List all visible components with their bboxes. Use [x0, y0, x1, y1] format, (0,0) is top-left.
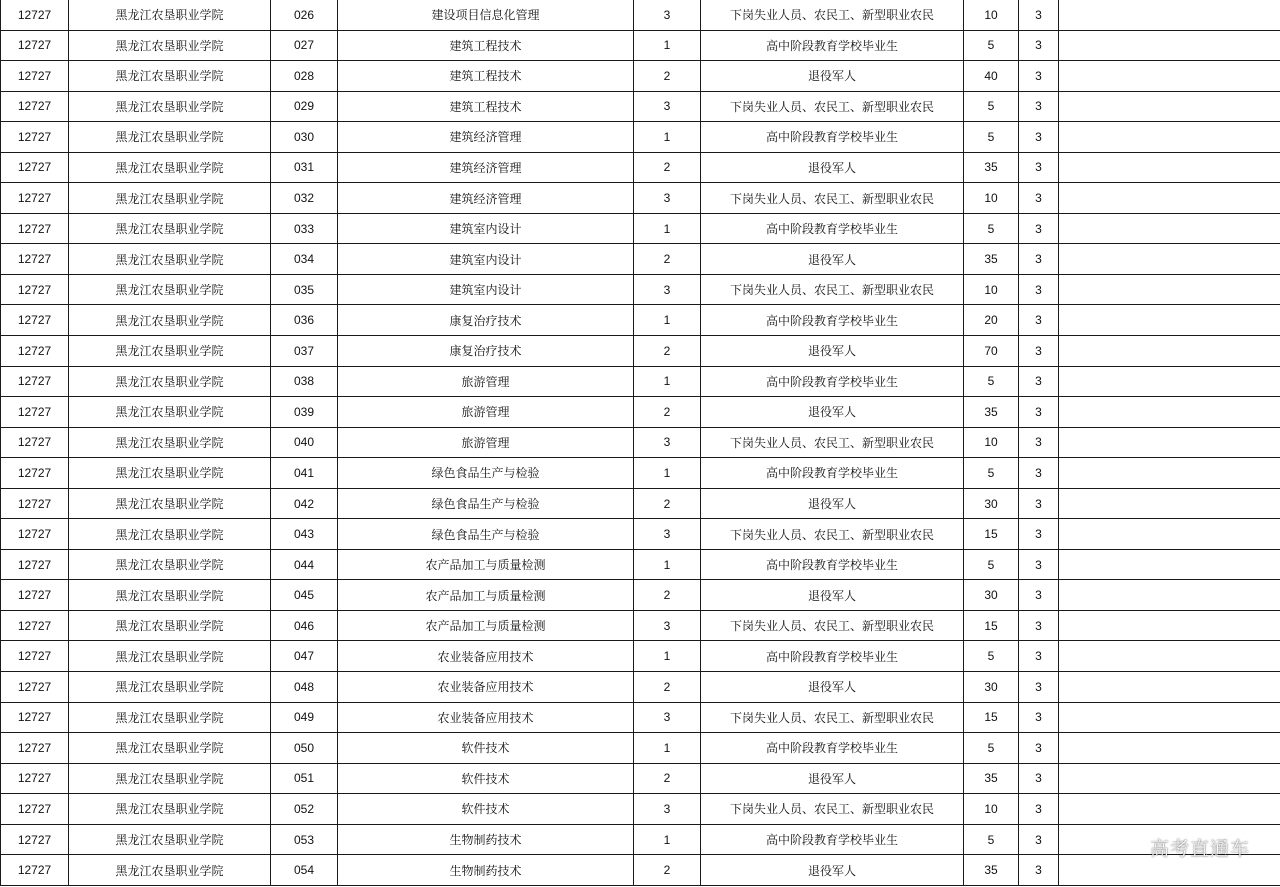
table-row: [1, 519, 1280, 550]
major-number-cell: 051: [271, 763, 338, 794]
note-cell: [1059, 763, 1280, 794]
duration-years-cell: 3: [1019, 152, 1059, 183]
major-number-cell: 040: [271, 427, 338, 458]
table-row: [1, 641, 1280, 672]
category-cell: 3: [634, 794, 701, 825]
table-row: [1, 458, 1280, 489]
school-name-cell: 黑龙江农垦职业学院: [69, 366, 271, 397]
school-code-cell: 12727: [1, 672, 69, 703]
duration-years-cell: 3: [1019, 794, 1059, 825]
major-name-cell: 建筑工程技术: [338, 61, 634, 92]
category-cell: 1: [634, 733, 701, 764]
plan-count-cell: 35: [964, 855, 1019, 886]
applicant-type-cell: 高中阶段教育学校毕业生: [701, 366, 964, 397]
plan-count-cell: 10: [964, 183, 1019, 214]
major-name-cell: 康复治疗技术: [338, 305, 634, 336]
note-cell: [1059, 61, 1280, 92]
category-cell: 3: [634, 519, 701, 550]
school-code-cell: 12727: [1, 824, 69, 855]
category-cell: 1: [634, 305, 701, 336]
school-name-cell: 黑龙江农垦职业学院: [69, 91, 271, 122]
table-row: [1, 274, 1280, 305]
table-row: [1, 336, 1280, 367]
major-number-cell: 054: [271, 855, 338, 886]
table-row: [1, 763, 1280, 794]
applicant-type-cell: 退役军人: [701, 336, 964, 367]
school-name-cell: 黑龙江农垦职业学院: [69, 397, 271, 428]
note-cell: [1059, 610, 1280, 641]
table-row: [1, 610, 1280, 641]
duration-years-cell: 3: [1019, 763, 1059, 794]
school-code-cell: 12727: [1, 427, 69, 458]
table-row: [1, 549, 1280, 580]
duration-years-cell: 3: [1019, 824, 1059, 855]
applicant-type-cell: 退役军人: [701, 244, 964, 275]
watermark-text: 高考直通车: [1149, 838, 1250, 860]
major-name-cell: 旅游管理: [338, 366, 634, 397]
major-name-cell: 农业装备应用技术: [338, 702, 634, 733]
major-name-cell: 建筑经济管理: [338, 183, 634, 214]
plan-count-cell: 30: [964, 580, 1019, 611]
applicant-type-cell: 下岗失业人员、农民工、新型职业农民: [701, 794, 964, 825]
category-cell: 2: [634, 488, 701, 519]
note-cell: [1059, 122, 1280, 153]
school-code-cell: 12727: [1, 549, 69, 580]
school-name-cell: 黑龙江农垦职业学院: [69, 122, 271, 153]
major-number-cell: 037: [271, 336, 338, 367]
major-name-cell: 农业装备应用技术: [338, 641, 634, 672]
note-cell: [1059, 0, 1280, 30]
major-number-cell: 042: [271, 488, 338, 519]
table-row: [1, 244, 1280, 275]
applicant-type-cell: 下岗失业人员、农民工、新型职业农民: [701, 0, 964, 30]
major-number-cell: 033: [271, 213, 338, 244]
school-code-cell: 12727: [1, 244, 69, 275]
applicant-type-cell: 退役军人: [701, 397, 964, 428]
major-number-cell: 048: [271, 672, 338, 703]
school-code-cell: 12727: [1, 855, 69, 886]
school-name-cell: 黑龙江农垦职业学院: [69, 305, 271, 336]
note-cell: [1059, 427, 1280, 458]
plan-count-cell: 10: [964, 427, 1019, 458]
school-code-cell: 12727: [1, 641, 69, 672]
school-code-cell: 12727: [1, 702, 69, 733]
major-number-cell: 041: [271, 458, 338, 489]
applicant-type-cell: 退役军人: [701, 488, 964, 519]
school-name-cell: 黑龙江农垦职业学院: [69, 824, 271, 855]
plan-count-cell: 5: [964, 549, 1019, 580]
applicant-type-cell: 下岗失业人员、农民工、新型职业农民: [701, 274, 964, 305]
category-cell: 3: [634, 0, 701, 30]
school-code-cell: 12727: [1, 91, 69, 122]
school-name-cell: 黑龙江农垦职业学院: [69, 580, 271, 611]
school-code-cell: 12727: [1, 152, 69, 183]
category-cell: 2: [634, 336, 701, 367]
duration-years-cell: 3: [1019, 733, 1059, 764]
school-code-cell: 12727: [1, 122, 69, 153]
duration-years-cell: 3: [1019, 519, 1059, 550]
category-cell: 1: [634, 458, 701, 489]
plan-count-cell: 5: [964, 122, 1019, 153]
plan-count-cell: 15: [964, 610, 1019, 641]
applicant-type-cell: 高中阶段教育学校毕业生: [701, 305, 964, 336]
category-cell: 3: [634, 274, 701, 305]
school-name-cell: 黑龙江农垦职业学院: [69, 855, 271, 886]
school-name-cell: 黑龙江农垦职业学院: [69, 213, 271, 244]
major-number-cell: 032: [271, 183, 338, 214]
school-code-cell: 12727: [1, 30, 69, 61]
major-number-cell: 035: [271, 274, 338, 305]
note-cell: [1059, 794, 1280, 825]
plan-count-cell: 5: [964, 213, 1019, 244]
note-cell: [1059, 30, 1280, 61]
school-code-cell: 12727: [1, 366, 69, 397]
plan-count-cell: 5: [964, 30, 1019, 61]
category-cell: 1: [634, 824, 701, 855]
major-name-cell: 旅游管理: [338, 427, 634, 458]
duration-years-cell: 3: [1019, 30, 1059, 61]
applicant-type-cell: 高中阶段教育学校毕业生: [701, 824, 964, 855]
plan-count-cell: 5: [964, 366, 1019, 397]
duration-years-cell: 3: [1019, 458, 1059, 489]
major-number-cell: 045: [271, 580, 338, 611]
school-code-cell: 12727: [1, 305, 69, 336]
table-row: [1, 30, 1280, 61]
category-cell: 2: [634, 397, 701, 428]
applicant-type-cell: 退役军人: [701, 580, 964, 611]
plan-count-cell: 15: [964, 519, 1019, 550]
applicant-type-cell: 下岗失业人员、农民工、新型职业农民: [701, 91, 964, 122]
major-name-cell: 软件技术: [338, 794, 634, 825]
school-name-cell: 黑龙江农垦职业学院: [69, 610, 271, 641]
table-row: [1, 152, 1280, 183]
school-name-cell: 黑龙江农垦职业学院: [69, 152, 271, 183]
duration-years-cell: 3: [1019, 641, 1059, 672]
plan-count-cell: 20: [964, 305, 1019, 336]
major-name-cell: 农产品加工与质量检测: [338, 549, 634, 580]
category-cell: 1: [634, 641, 701, 672]
duration-years-cell: 3: [1019, 183, 1059, 214]
duration-years-cell: 3: [1019, 488, 1059, 519]
duration-years-cell: 3: [1019, 0, 1059, 30]
category-cell: 3: [634, 610, 701, 641]
school-name-cell: 黑龙江农垦职业学院: [69, 244, 271, 275]
category-cell: 1: [634, 213, 701, 244]
school-name-cell: 黑龙江农垦职业学院: [69, 274, 271, 305]
major-number-cell: 038: [271, 366, 338, 397]
duration-years-cell: 3: [1019, 427, 1059, 458]
table-row: [1, 91, 1280, 122]
school-name-cell: 黑龙江农垦职业学院: [69, 183, 271, 214]
plan-count-cell: 35: [964, 244, 1019, 275]
applicant-type-cell: 退役军人: [701, 855, 964, 886]
applicant-type-cell: 高中阶段教育学校毕业生: [701, 549, 964, 580]
plan-count-cell: 10: [964, 274, 1019, 305]
table-row: [1, 855, 1280, 886]
applicant-type-cell: 高中阶段教育学校毕业生: [701, 641, 964, 672]
applicant-type-cell: 高中阶段教育学校毕业生: [701, 458, 964, 489]
category-cell: 3: [634, 91, 701, 122]
major-name-cell: 农产品加工与质量检测: [338, 580, 634, 611]
school-code-cell: 12727: [1, 183, 69, 214]
table-row: [1, 427, 1280, 458]
category-cell: 2: [634, 61, 701, 92]
major-number-cell: 049: [271, 702, 338, 733]
applicant-type-cell: 退役军人: [701, 763, 964, 794]
category-cell: 1: [634, 122, 701, 153]
applicant-type-cell: 下岗失业人员、农民工、新型职业农民: [701, 427, 964, 458]
major-number-cell: 028: [271, 61, 338, 92]
plan-count-cell: 40: [964, 61, 1019, 92]
category-cell: 2: [634, 152, 701, 183]
plan-count-cell: 5: [964, 733, 1019, 764]
school-code-cell: 12727: [1, 580, 69, 611]
note-cell: [1059, 549, 1280, 580]
school-name-cell: 黑龙江农垦职业学院: [69, 30, 271, 61]
category-cell: 1: [634, 366, 701, 397]
major-number-cell: 027: [271, 30, 338, 61]
major-name-cell: 建设项目信息化管理: [338, 0, 634, 30]
duration-years-cell: 3: [1019, 336, 1059, 367]
major-name-cell: 生物制药技术: [338, 824, 634, 855]
note-cell: [1059, 305, 1280, 336]
school-code-cell: 12727: [1, 519, 69, 550]
major-name-cell: 农业装备应用技术: [338, 672, 634, 703]
category-cell: 2: [634, 580, 701, 611]
major-number-cell: 039: [271, 397, 338, 428]
major-number-cell: 031: [271, 152, 338, 183]
duration-years-cell: 3: [1019, 213, 1059, 244]
school-code-cell: 12727: [1, 61, 69, 92]
major-number-cell: 044: [271, 549, 338, 580]
duration-years-cell: 3: [1019, 274, 1059, 305]
school-code-cell: 12727: [1, 336, 69, 367]
note-cell: [1059, 336, 1280, 367]
duration-years-cell: 3: [1019, 549, 1059, 580]
school-code-cell: 12727: [1, 458, 69, 489]
note-cell: [1059, 397, 1280, 428]
school-code-cell: 12727: [1, 610, 69, 641]
applicant-type-cell: 高中阶段教育学校毕业生: [701, 30, 964, 61]
duration-years-cell: 3: [1019, 397, 1059, 428]
applicant-type-cell: 退役军人: [701, 61, 964, 92]
major-number-cell: 046: [271, 610, 338, 641]
duration-years-cell: 3: [1019, 305, 1059, 336]
plan-count-cell: 15: [964, 702, 1019, 733]
duration-years-cell: 3: [1019, 610, 1059, 641]
major-name-cell: 旅游管理: [338, 397, 634, 428]
major-number-cell: 043: [271, 519, 338, 550]
school-code-cell: 12727: [1, 763, 69, 794]
plan-count-cell: 10: [964, 0, 1019, 30]
major-name-cell: 建筑工程技术: [338, 30, 634, 61]
category-cell: 3: [634, 427, 701, 458]
major-name-cell: 建筑室内设计: [338, 244, 634, 275]
major-number-cell: 030: [271, 122, 338, 153]
table-row: [1, 305, 1280, 336]
duration-years-cell: 3: [1019, 855, 1059, 886]
note-cell: [1059, 274, 1280, 305]
plan-count-cell: 35: [964, 152, 1019, 183]
major-name-cell: 生物制药技术: [338, 855, 634, 886]
note-cell: [1059, 458, 1280, 489]
note-cell: [1059, 488, 1280, 519]
category-cell: 3: [634, 702, 701, 733]
applicant-type-cell: 下岗失业人员、农民工、新型职业农民: [701, 610, 964, 641]
note-cell: [1059, 641, 1280, 672]
duration-years-cell: 3: [1019, 366, 1059, 397]
category-cell: 2: [634, 763, 701, 794]
school-name-cell: 黑龙江农垦职业学院: [69, 336, 271, 367]
category-cell: 1: [634, 30, 701, 61]
major-number-cell: 053: [271, 824, 338, 855]
note-cell: [1059, 91, 1280, 122]
major-number-cell: 052: [271, 794, 338, 825]
school-name-cell: 黑龙江农垦职业学院: [69, 519, 271, 550]
school-name-cell: 黑龙江农垦职业学院: [69, 702, 271, 733]
major-name-cell: 康复治疗技术: [338, 336, 634, 367]
category-cell: 2: [634, 672, 701, 703]
plan-count-cell: 10: [964, 794, 1019, 825]
note-cell: [1059, 244, 1280, 275]
applicant-type-cell: 下岗失业人员、农民工、新型职业农民: [701, 519, 964, 550]
major-number-cell: 029: [271, 91, 338, 122]
note-cell: [1059, 183, 1280, 214]
major-name-cell: 建筑室内设计: [338, 213, 634, 244]
major-name-cell: 软件技术: [338, 763, 634, 794]
table-row: [1, 580, 1280, 611]
duration-years-cell: 3: [1019, 122, 1059, 153]
plan-count-cell: 5: [964, 824, 1019, 855]
table-row: [1, 702, 1280, 733]
note-cell: [1059, 580, 1280, 611]
note-cell: [1059, 702, 1280, 733]
note-cell: [1059, 152, 1280, 183]
major-name-cell: 建筑经济管理: [338, 122, 634, 153]
major-number-cell: 036: [271, 305, 338, 336]
major-name-cell: 建筑工程技术: [338, 91, 634, 122]
major-name-cell: 建筑室内设计: [338, 274, 634, 305]
plan-count-cell: 35: [964, 397, 1019, 428]
table-row: [1, 824, 1280, 855]
table-row: [1, 733, 1280, 764]
school-code-cell: 12727: [1, 488, 69, 519]
school-name-cell: 黑龙江农垦职业学院: [69, 641, 271, 672]
table-row: [1, 213, 1280, 244]
duration-years-cell: 3: [1019, 672, 1059, 703]
table-body: [1, 0, 1280, 886]
table-row: [1, 0, 1280, 30]
school-name-cell: 黑龙江农垦职业学院: [69, 672, 271, 703]
duration-years-cell: 3: [1019, 702, 1059, 733]
duration-years-cell: 3: [1019, 91, 1059, 122]
table-row: [1, 183, 1280, 214]
major-name-cell: 绿色食品生产与检验: [338, 488, 634, 519]
major-name-cell: 绿色食品生产与检验: [338, 458, 634, 489]
school-name-cell: 黑龙江农垦职业学院: [69, 0, 271, 30]
table-row: [1, 397, 1280, 428]
category-cell: 1: [634, 549, 701, 580]
school-name-cell: 黑龙江农垦职业学院: [69, 61, 271, 92]
table-row: [1, 672, 1280, 703]
major-name-cell: 软件技术: [338, 733, 634, 764]
plan-count-cell: 5: [964, 91, 1019, 122]
note-cell: [1059, 672, 1280, 703]
duration-years-cell: 3: [1019, 61, 1059, 92]
school-name-cell: 黑龙江农垦职业学院: [69, 763, 271, 794]
note-cell: [1059, 213, 1280, 244]
school-name-cell: 黑龙江农垦职业学院: [69, 549, 271, 580]
applicant-type-cell: 下岗失业人员、农民工、新型职业农民: [701, 702, 964, 733]
duration-years-cell: 3: [1019, 580, 1059, 611]
school-code-cell: 12727: [1, 397, 69, 428]
plan-count-cell: 35: [964, 763, 1019, 794]
school-name-cell: 黑龙江农垦职业学院: [69, 794, 271, 825]
applicant-type-cell: 下岗失业人员、农民工、新型职业农民: [701, 183, 964, 214]
school-code-cell: 12727: [1, 213, 69, 244]
major-name-cell: 农产品加工与质量检测: [338, 610, 634, 641]
major-number-cell: 034: [271, 244, 338, 275]
school-code-cell: 12727: [1, 0, 69, 30]
category-cell: 2: [634, 855, 701, 886]
major-number-cell: 050: [271, 733, 338, 764]
plan-count-cell: 70: [964, 336, 1019, 367]
duration-years-cell: 3: [1019, 244, 1059, 275]
applicant-type-cell: 高中阶段教育学校毕业生: [701, 122, 964, 153]
note-cell: [1059, 519, 1280, 550]
plan-count-cell: 30: [964, 672, 1019, 703]
table-row: [1, 366, 1280, 397]
school-code-cell: 12727: [1, 274, 69, 305]
major-number-cell: 026: [271, 0, 338, 30]
applicant-type-cell: 高中阶段教育学校毕业生: [701, 733, 964, 764]
school-name-cell: 黑龙江农垦职业学院: [69, 458, 271, 489]
table-row: [1, 488, 1280, 519]
major-name-cell: 建筑经济管理: [338, 152, 634, 183]
plan-count-cell: 5: [964, 641, 1019, 672]
major-name-cell: 绿色食品生产与检验: [338, 519, 634, 550]
applicant-type-cell: 高中阶段教育学校毕业生: [701, 213, 964, 244]
school-name-cell: 黑龙江农垦职业学院: [69, 488, 271, 519]
table-row: [1, 794, 1280, 825]
category-cell: 3: [634, 183, 701, 214]
applicant-type-cell: 退役军人: [701, 152, 964, 183]
table-row: [1, 122, 1280, 153]
table-row: [1, 61, 1280, 92]
major-number-cell: 047: [271, 641, 338, 672]
school-code-cell: 12727: [1, 733, 69, 764]
plan-count-cell: 5: [964, 458, 1019, 489]
school-code-cell: 12727: [1, 794, 69, 825]
plan-count-cell: 30: [964, 488, 1019, 519]
note-cell: [1059, 366, 1280, 397]
school-name-cell: 黑龙江农垦职业学院: [69, 733, 271, 764]
school-name-cell: 黑龙江农垦职业学院: [69, 427, 271, 458]
note-cell: [1059, 733, 1280, 764]
applicant-type-cell: 退役军人: [701, 672, 964, 703]
category-cell: 2: [634, 244, 701, 275]
